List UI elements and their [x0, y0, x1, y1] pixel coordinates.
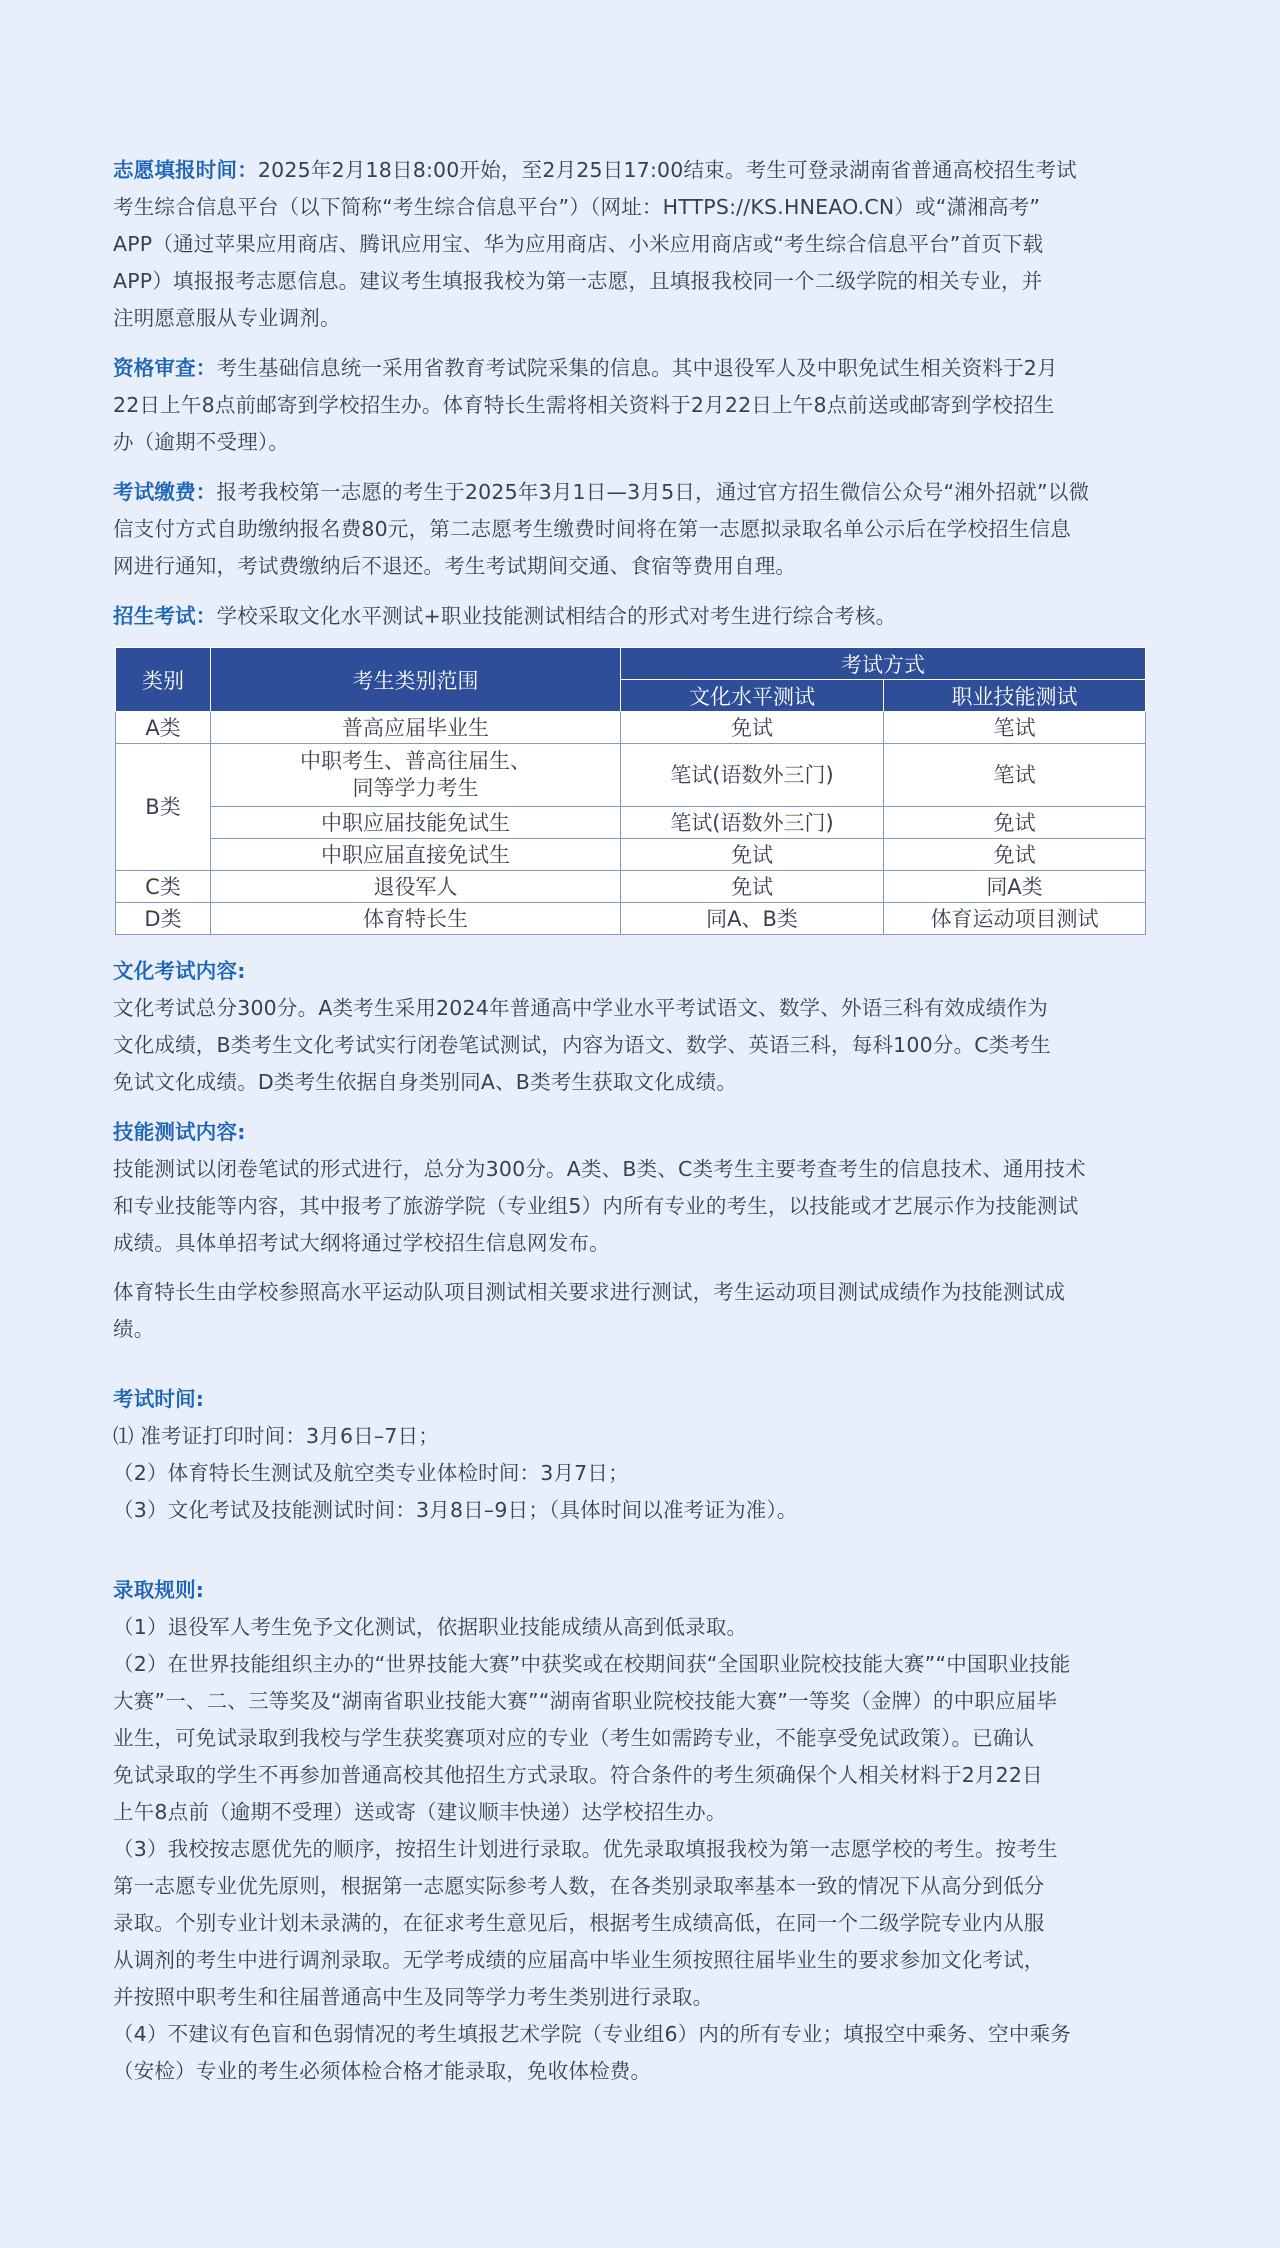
section-skill-content	[113, 1114, 1145, 1348]
section-exam	[113, 598, 1145, 635]
section-admission-rules	[113, 1572, 1145, 2090]
section-culture-content	[113, 953, 1145, 1101]
text-line: 免试文化成绩。D类考生依据自身类别同A、B类考生获取文化成绩。	[113, 1070, 738, 1094]
header-method: 考试方式	[621, 648, 1146, 680]
text-line: 2025年2月18日8:00开始，至2月25日17:00结束。考生可登录湖南省普通高校招生考试	[257, 158, 1077, 182]
cell-scope	[211, 744, 621, 807]
cell-culture: 笔试(语数外三门)	[621, 807, 884, 839]
header-category: 类别	[116, 648, 211, 712]
label-application-time: 志愿填报时间：	[113, 158, 258, 182]
text-line: 从调剂的考生中进行调剂录取。无学考成绩的应届高中毕业生须按照往届毕业生的要求参加文化考试，	[113, 1948, 1045, 1972]
section-exam-time	[113, 1381, 1145, 1529]
table-row	[116, 744, 1146, 807]
text-line: （4）不建议有色盲和色弱情况的考生填报艺术学院（专业组6）内的所有专业；填报空中乘务、空中乘务	[113, 2022, 1071, 2046]
text-line: 大赛”一、二、三等奖及“湖南省职业技能大赛”“湖南省职业院校技能大赛”一等奖（金牌）的中职应届毕	[113, 1689, 1058, 1713]
cell-scope: 中职应届直接免试生	[211, 839, 621, 871]
text-line: 考生基础信息统一采用省教育考试院采集的信息。其中退役军人及中职免试生相关资料于2月	[216, 356, 1058, 380]
text-line: APP）填报报考志愿信息。建议考生填报我校为第一志愿，且填报我校同一个二级学院的相关专业，并	[113, 269, 1043, 293]
cell-culture: 免试	[621, 839, 884, 871]
cell-culture: 同A、B类	[621, 903, 884, 935]
cell-category: B类	[116, 744, 211, 871]
table-row	[116, 839, 1146, 871]
text-line: 注明愿意服从专业调剂。	[113, 306, 341, 330]
text-line: 成绩。具体单招考试大纲将通过学校招生信息网发布。	[113, 1231, 610, 1255]
section-fee	[113, 474, 1145, 585]
list-item: （2）体育特长生测试及航空类专业体检时间：3月7日；	[113, 1461, 629, 1485]
heading-culture-content: 文化考试内容:	[113, 959, 246, 983]
table-row	[116, 712, 1146, 744]
header-skill-test: 职业技能测试	[884, 680, 1146, 712]
heading-admission-rules: 录取规则:	[113, 1578, 205, 1602]
text-line: 并按照中职考生和往届普通高中生及同等学力考生类别进行录取。	[113, 1985, 714, 2009]
cell-skill: 笔试	[884, 744, 1146, 807]
list-item: （3）文化考试及技能测试时间：3月8日–9日；（具体时间以准考证为准）。	[113, 1498, 798, 1522]
text-line: （2）在世界技能组织主办的“世界技能大赛”中获奖或在校期间获“全国职业院校技能大赛”“中国职业技能	[113, 1652, 1071, 1676]
cell-skill: 免试	[884, 839, 1146, 871]
content	[113, 152, 1145, 2090]
cell-scope-line: 同等学力考生	[352, 776, 479, 800]
text-line: 文化成绩，B类考生文化考试实行闭卷笔试测试，内容为语文、数学、英语三科，每科100分。C类考生	[113, 1033, 1051, 1057]
table-row	[116, 871, 1146, 903]
section-application-time	[113, 152, 1145, 337]
text-line: 录取。个别专业计划未录满的，在征求考生意见后，根据考生成绩高低，在同一个二级学院专业内从服	[113, 1911, 1045, 1935]
table-row	[116, 903, 1146, 935]
cell-scope: 中职应届技能免试生	[211, 807, 621, 839]
label-exam: 招生考试：	[113, 604, 217, 628]
text-line: 和专业技能等内容，其中报考了旅游学院（专业组5）内所有专业的考生，以技能或才艺展示作为技能测试	[113, 1194, 1079, 1218]
text-line: 网进行通知，考试费缴纳后不退还。考生考试期间交通、食宿等费用自理。	[113, 554, 797, 578]
text-line: 绩。	[113, 1317, 155, 1341]
text-line: 第一志愿专业优先原则，根据第一志愿实际参考人数，在各类别录取率基本一致的情况下从高分到低分	[113, 1874, 1045, 1898]
cell-culture: 免试	[621, 871, 884, 903]
text-line: 22日上午8点前邮寄到学校招生办。体育特长生需将相关资料于2月22日上午8点前送或邮寄到学校招生	[113, 393, 1055, 417]
exam-method-table	[115, 647, 1146, 935]
text-line: APP（通过苹果应用商店、腾讯应用宝、华为应用商店、小米应用商店或“考生综合信息平台”首页下载	[113, 232, 1044, 256]
cell-category: D类	[116, 903, 211, 935]
cell-category: A类	[116, 712, 211, 744]
cell-scope: 退役军人	[211, 871, 621, 903]
text-line: 考生综合信息平台（以下简称“考生综合信息平台”）（网址：HTTPS://KS.HNEAO.CN）或“潇湘高考”	[113, 195, 1041, 219]
label-fee: 考试缴费：	[113, 480, 217, 504]
label-qualification: 资格审查：	[113, 356, 217, 380]
header-scope: 考生类别范围	[211, 648, 621, 712]
heading-exam-time: 考试时间:	[113, 1387, 205, 1411]
cell-culture: 笔试(语数外三门)	[621, 744, 884, 807]
text-line: 办（逾期不受理）。	[113, 430, 290, 454]
text-line: 文化考试总分300分。A类考生采用2024年普通高中学业水平考试语文、数学、外语三科有效成绩作为	[113, 996, 1048, 1020]
cell-skill: 笔试	[884, 712, 1146, 744]
text-line: （3）我校按志愿优先的顺序，按招生计划进行录取。优先录取填报我校为第一志愿学校的考生。按考生	[113, 1837, 1058, 1861]
cell-culture: 免试	[621, 712, 884, 744]
section-qualification	[113, 350, 1145, 461]
table-row	[116, 807, 1146, 839]
cell-category: C类	[116, 871, 211, 903]
text-line: 报考我校第一志愿的考生于2025年3月1日—3月5日，通过官方招生微信公众号“湘外招就”以微	[216, 480, 1090, 504]
text-line: （1）退役军人考生免予文化测试，依据职业技能成绩从高到低录取。	[113, 1615, 748, 1639]
text-line: 业生，可免试录取到我校与学生获奖赛项对应的专业（考生如需跨专业，不能享受免试政策）。已确认	[113, 1726, 1035, 1750]
text-line: 学校采取文化水平测试+职业技能测试相结合的形式对考生进行综合考核。	[216, 604, 897, 628]
cell-scope: 普高应届毕业生	[211, 712, 621, 744]
header-culture-test: 文化水平测试	[621, 680, 884, 712]
cell-skill: 同A类	[884, 871, 1146, 903]
cell-skill: 免试	[884, 807, 1146, 839]
cell-scope: 体育特长生	[211, 903, 621, 935]
text-line: 免试录取的学生不再参加普通高校其他招生方式录取。符合条件的考生须确保个人相关材料于2月22日	[113, 1763, 1043, 1787]
cell-scope-line: 中职考生、普高往届生、	[300, 749, 531, 773]
text-line: 信支付方式自助缴纳报名费80元，第二志愿考生缴费时间将在第一志愿拟录取名单公示后在学校招生信息	[113, 517, 1071, 541]
text-line: 体育特长生由学校参照高水平运动队项目测试相关要求进行测试，考生运动项目测试成绩作为技能测试成	[113, 1280, 1066, 1304]
heading-skill-content: 技能测试内容:	[113, 1120, 246, 1144]
list-item: ⑴ 准考证打印时间：3月6日–7日；	[113, 1424, 439, 1448]
text-line: 上午8点前（逾期不受理）送或寄（建议顺丰快递）达学校招生办。	[113, 1800, 727, 1824]
cell-skill: 体育运动项目测试	[884, 903, 1146, 935]
text-line: 技能测试以闭卷笔试的形式进行，总分为300分。A类、B类、C类考生主要考查考生的信息技术、通用技术	[113, 1157, 1086, 1181]
text-line: （安检）专业的考生必须体检合格才能录取，免收体检费。	[113, 2059, 652, 2083]
